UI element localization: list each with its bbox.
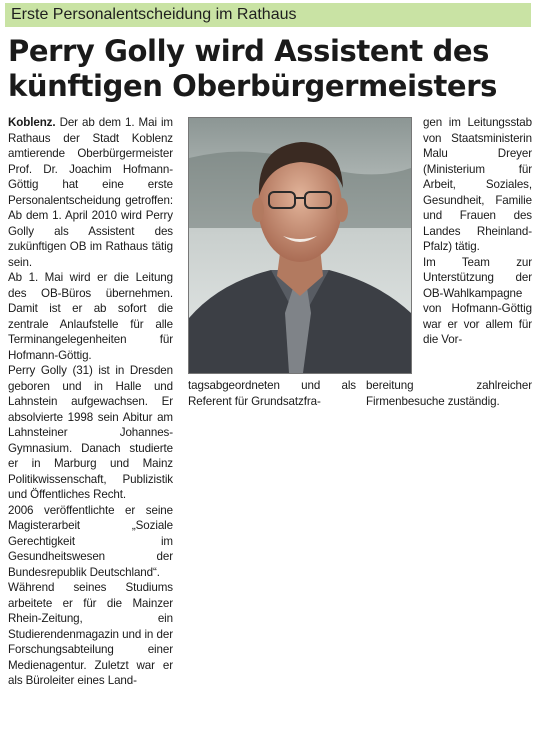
- article-paragraph: Im Team zur Unterstützung der OB-Wahlkampagne von Hofmann-Göttig war er vor allem für die Vor-: [423, 255, 532, 346]
- portrait-photo: [188, 117, 412, 374]
- portrait-illustration: [189, 118, 411, 373]
- article-column-1: [8, 115, 173, 689]
- paragraph-text: Der ab dem 1. Mai im Rathaus der Stadt Koblenz amtierende Oberbürgermeister Prof. Dr. Joachim Hofmann-Göttig hat eine erste Personalentscheidung getroffen: Ab dem 1. April 2010 wird Perry Golly als Assistent des zukünftigen OB im Rathaus tätig sein.: [8, 116, 173, 269]
- article-paragraph: [8, 115, 173, 270]
- article-paragraph: gen im Leitungsstab von Staatsministerin Malu Dreyer (Ministerium für Arbeit, Soziales, Gesundheit, Familie und Frauen des Landes Rheinland-Pfalz) tätig.: [423, 116, 532, 253]
- kicker-banner: [5, 3, 531, 27]
- kicker-text: Erste Personalentscheidung im Rathaus: [11, 6, 297, 23]
- dateline: Koblenz.: [8, 116, 56, 129]
- article-paragraph: tagsabgeordneten und als Referent für Grundsatzfra-: [188, 379, 356, 408]
- article-paragraph: Ab 1. Mai wird er die Leitung des OB-Büros übernehmen. Damit ist er ab sofort die zentrale Anlaufstelle für alle Terminangelegenheiten für Hofmann-Göttig.: [8, 271, 173, 362]
- headline-line-1: Perry Golly wird Assistent des: [8, 34, 490, 68]
- article-paragraph: Während seines Studiums arbeitete er für die Mainzer Rhein-Zeitung, ein Studierendenmagazin und in der Forschungsabteilung einer Medienagentur. Zuletzt war er als Büroleiter eines Land-: [8, 581, 173, 687]
- article-column-2: [423, 115, 532, 348]
- article-paragraph: 2006 veröffentlichte er seine Magisterarbeit „Soziale Gerechtigkeit im Gesundheitswesen der Bundesrepublik Deutschland“.: [8, 503, 173, 579]
- headline-line-2: künftigen Oberbürgermeisters: [8, 69, 497, 103]
- article-paragraph: Perry Golly (31) ist in Dresden geboren und in Halle und Lahnstein aufgewachsen. Er absolvierte 1998 sein Abitur am Lahnsteiner Johannes-Gymnasium. Danach studierte er in Marburg und Mainz Politikwissenschaft, Publizistik und Öffentliches Recht.: [8, 364, 173, 501]
- article-column-4: [366, 378, 532, 409]
- headline: [8, 34, 536, 104]
- article-paragraph: bereitung zahlreicher Firmenbesuche zuständig.: [366, 379, 532, 408]
- article-column-3: [188, 378, 356, 409]
